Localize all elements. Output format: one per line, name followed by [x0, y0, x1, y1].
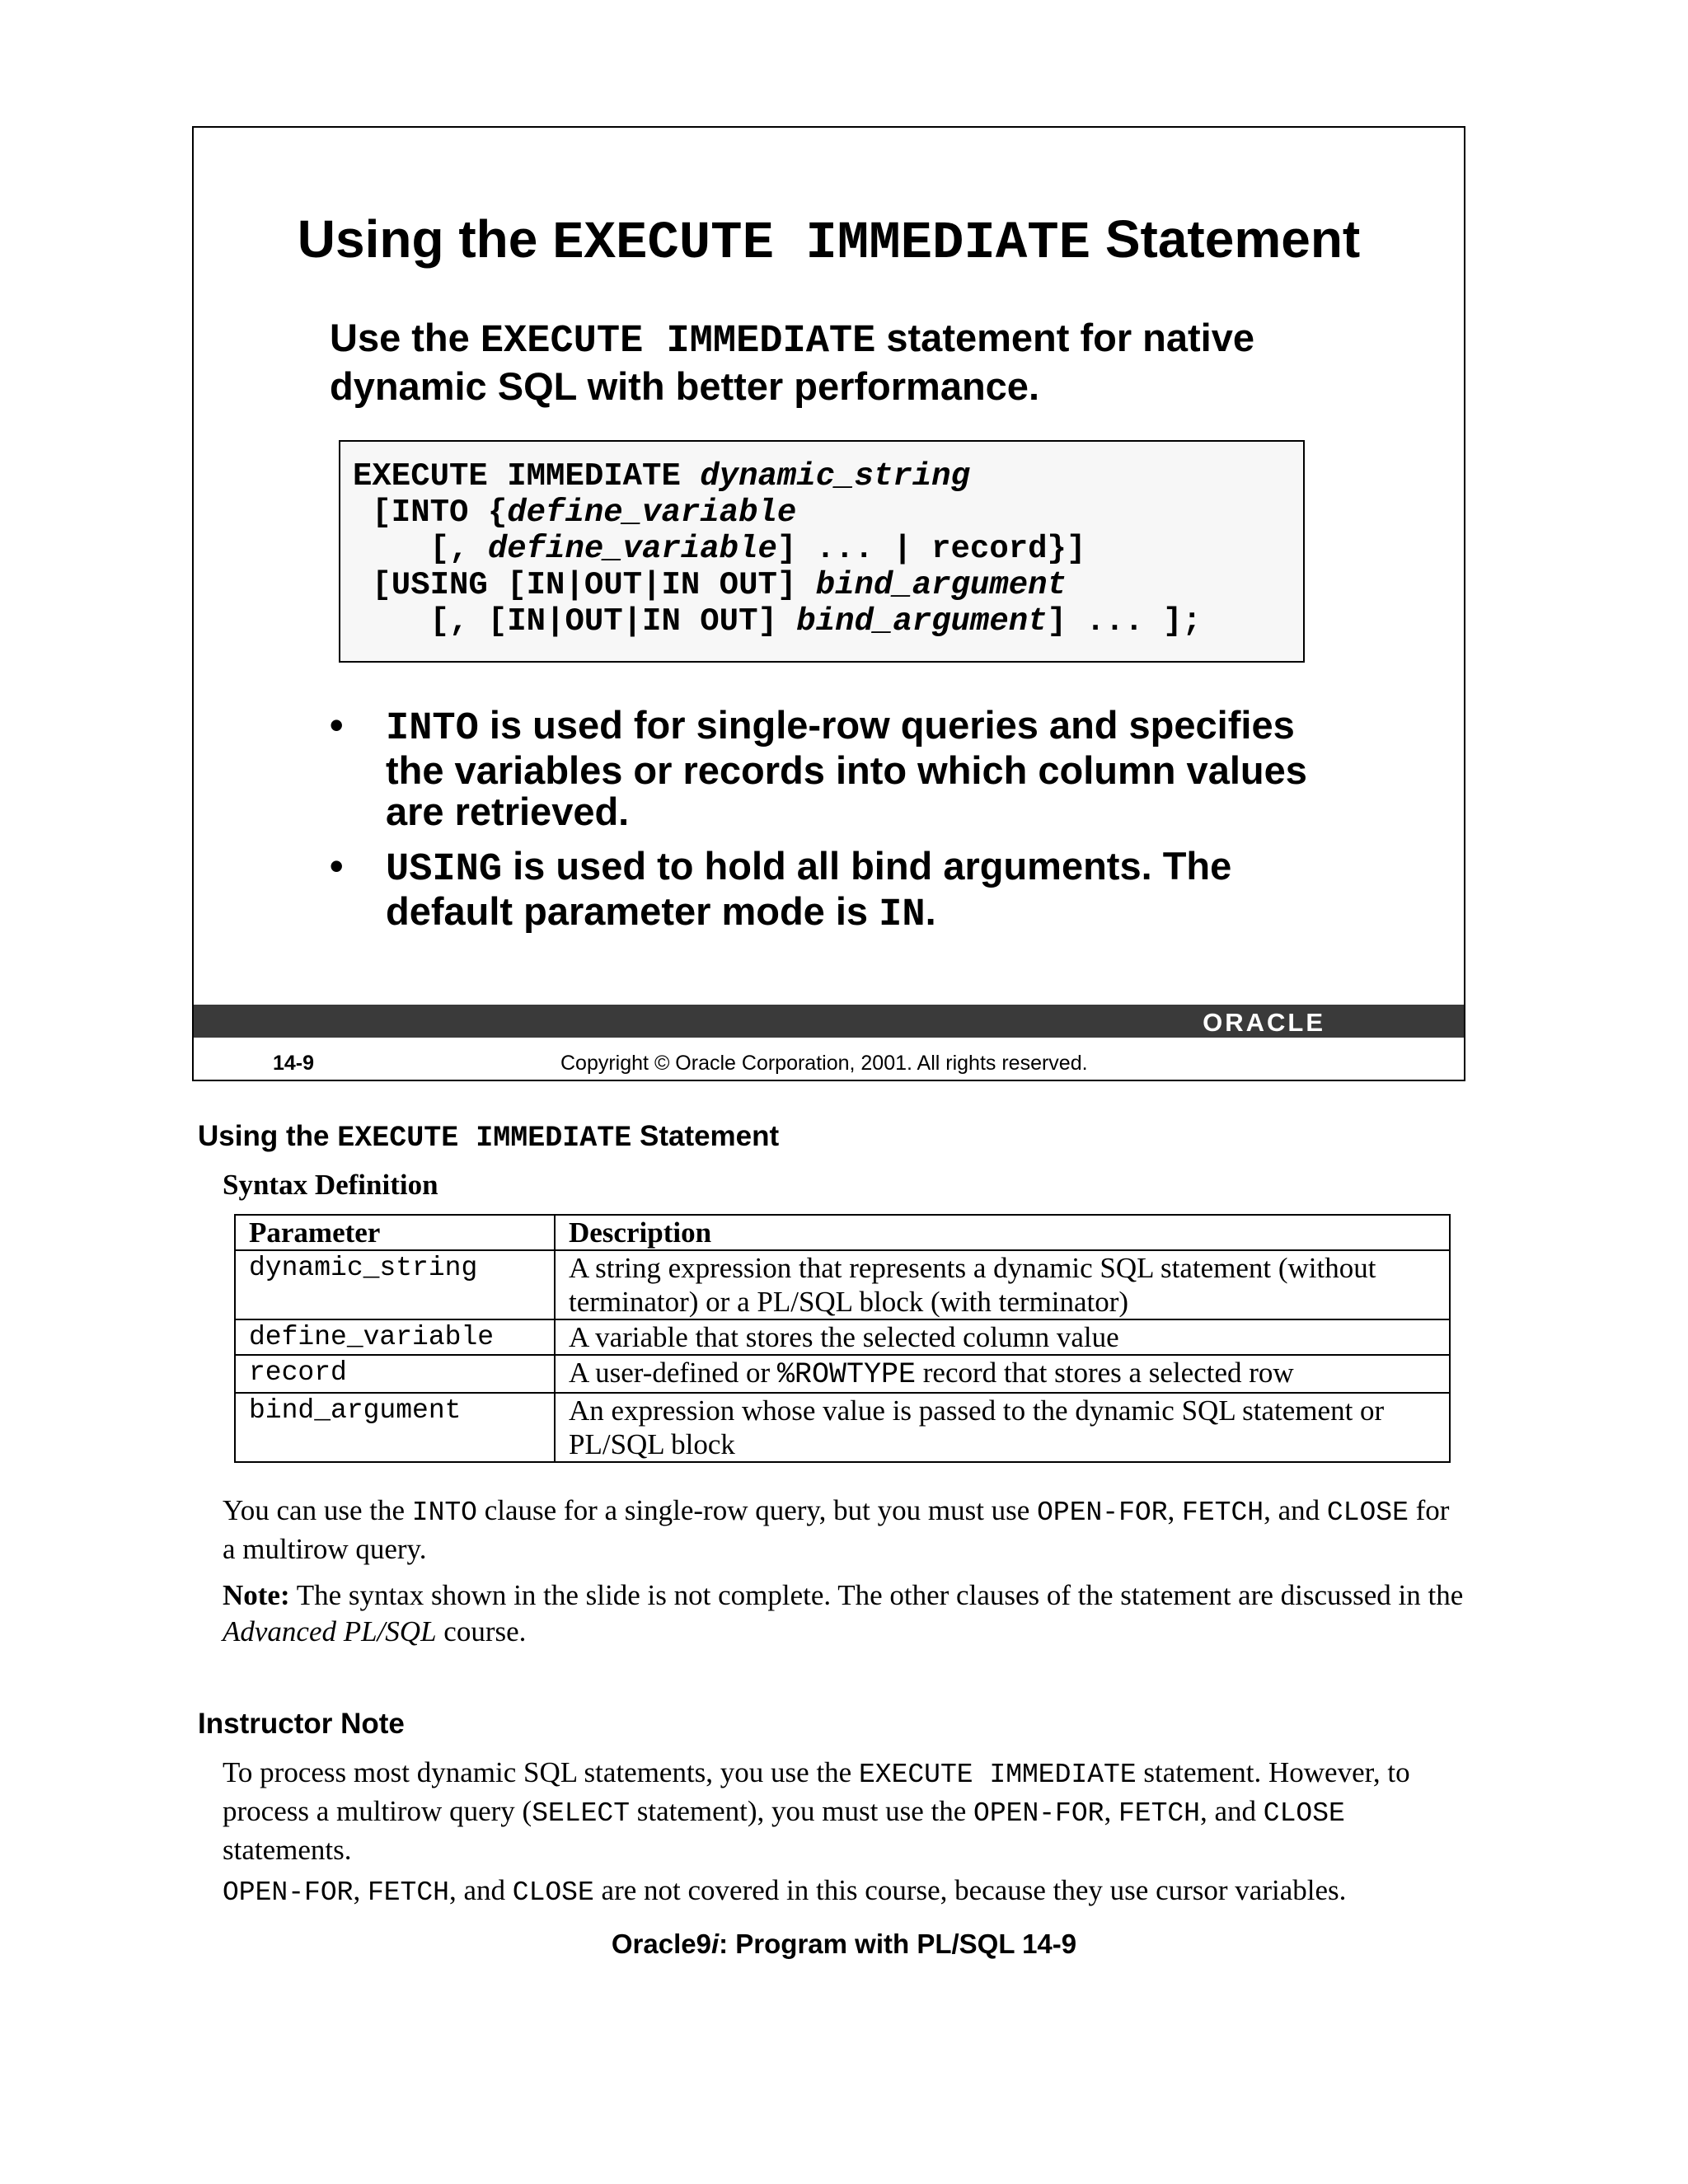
param-cell: record — [235, 1355, 555, 1393]
table-header: Description — [555, 1215, 1450, 1250]
bullet-dot-icon: • — [330, 844, 344, 888]
table-row — [235, 1355, 1450, 1393]
slide-frame — [192, 126, 1465, 1081]
instructor-paragraph-2: OPEN-FOR, FETCH, and CLOSE are not covered in this course, because they use cursor variables. — [223, 1874, 1347, 1908]
page-footer: Oracle9i: Program with PL/SQL 14-9 — [611, 1929, 1077, 1959]
bullet-item: • USING is used to hold all bind arguments. The default parameter mode is IN. — [330, 844, 1232, 937]
table-row — [235, 1393, 1450, 1462]
table-row — [235, 1319, 1450, 1355]
syntax-definition-heading: Syntax Definition — [223, 1169, 438, 1201]
syntax-line: [, [IN|OUT|IN OUT] bind_argument] ... ]; — [353, 603, 1202, 640]
bullet-dot-icon: • — [330, 703, 344, 747]
syntax-box — [339, 440, 1305, 663]
notes-heading: Using the EXECUTE IMMEDIATE Statement — [198, 1120, 780, 1155]
bullet-item: • INTO is used for single-row queries and specifies the variables or records into which column values are retrieved. — [330, 703, 1307, 833]
syntax-line: [USING [IN|OUT|IN OUT] bind_argument — [353, 567, 1067, 603]
desc-cell: A variable that stores the selected column value — [555, 1319, 1450, 1355]
syntax-line: [INTO {define_variable — [353, 494, 797, 531]
parameter-table — [234, 1214, 1451, 1463]
param-cell: dynamic_string — [235, 1250, 555, 1319]
slide-title-text: Using the — [297, 209, 553, 269]
intro-code: EXECUTE IMMEDIATE — [480, 320, 876, 363]
slide-bullets — [330, 705, 1343, 949]
table-row — [235, 1250, 1450, 1319]
table-header: Parameter — [235, 1215, 555, 1250]
note-paragraph: Note: The syntax shown in the slide is not complete. The other clauses of the statement are discussed in the Advanced PL/SQL course. — [223, 1579, 1464, 1647]
instructor-paragraph: To process most dynamic SQL statements, you use the EXECUTE IMMEDIATE statement. However, to process a multirow query (SELECT statement), you must use the OPEN-FOR, FETCH, and CLOSE statements. — [223, 1756, 1410, 1866]
intro-text: Use the — [330, 316, 481, 359]
param-cell: define_variable — [235, 1319, 555, 1355]
desc-cell: An expression whose value is passed to the dynamic SQL statement or PL/SQL block — [555, 1393, 1450, 1462]
syntax-line: EXECUTE IMMEDIATE dynamic_string — [353, 458, 970, 494]
param-cell: bind_argument — [235, 1393, 555, 1462]
slide-title — [194, 209, 1464, 274]
instructor-note-heading: Instructor Note — [198, 1708, 405, 1740]
syntax-line: [, define_variable] ... | record}] — [353, 531, 1086, 567]
desc-cell: A string expression that represents a dynamic SQL statement (without terminator) or a PL/SQL block (with terminator) — [555, 1250, 1450, 1319]
intro-text-end: statement for native dynamic SQL with better performance. — [330, 316, 1255, 408]
slide-footer-bar — [194, 1005, 1464, 1038]
desc-cell: A user-defined or %ROWTYPE record that stores a selected row — [555, 1355, 1450, 1393]
slide-copyright: Copyright © Oracle Corporation, 2001. All rights reserved. — [560, 1052, 1088, 1075]
into-clause-paragraph: You can use the INTO clause for a single-row query, but you must use OPEN-FOR, FETCH, and CLOSE for a multirow query. — [223, 1494, 1450, 1565]
oracle-logo: ORACLE — [1203, 1008, 1325, 1037]
slide-title-code: EXECUTE IMMEDIATE — [552, 214, 1091, 274]
slide-number: 14-9 — [273, 1052, 315, 1075]
slide-title-text-end: Statement — [1090, 209, 1361, 269]
slide-intro — [330, 316, 1352, 409]
table-header-row — [235, 1215, 1450, 1250]
